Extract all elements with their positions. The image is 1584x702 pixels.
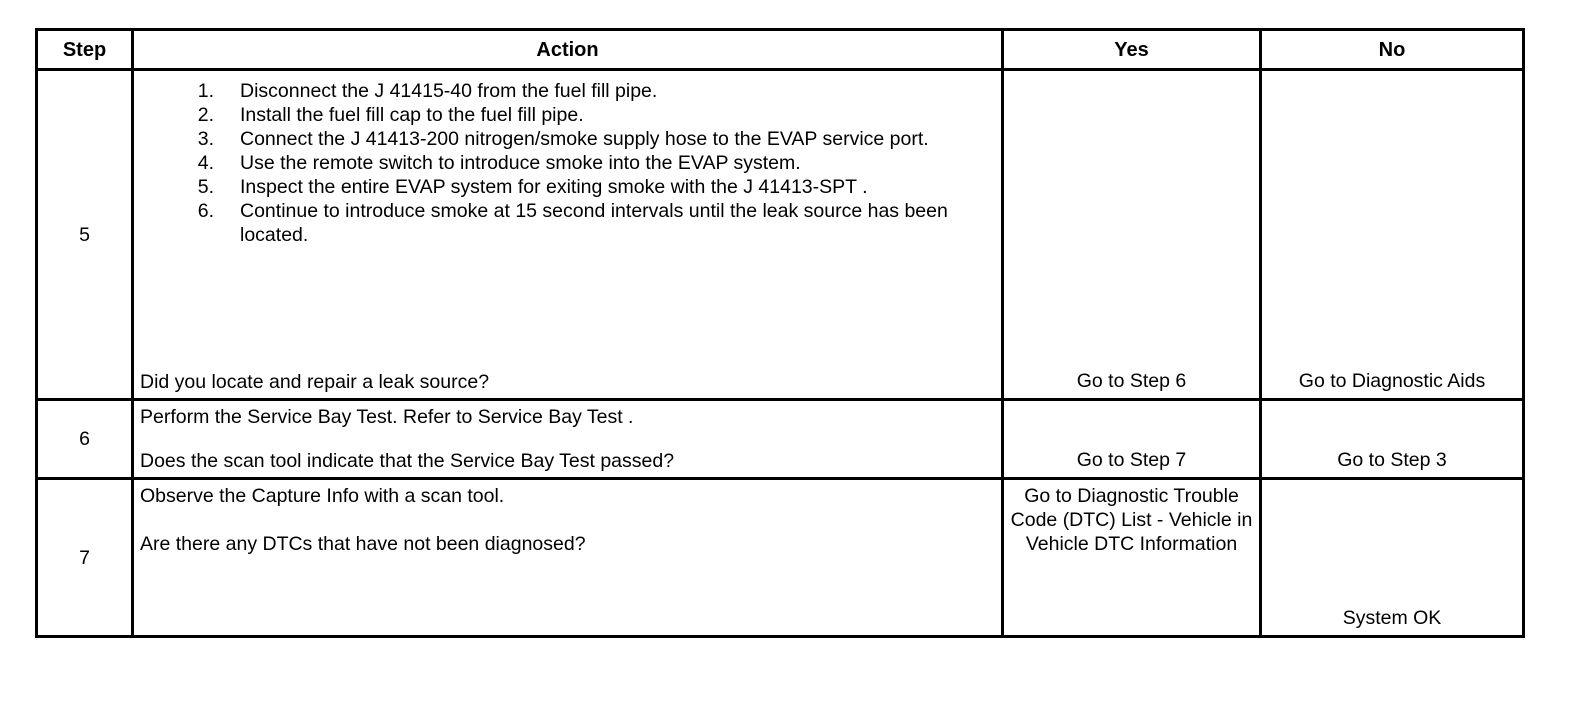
instruction-item: 1. Disconnect the J 41415-40 from the fuel fill pipe. xyxy=(197,80,658,102)
step-number: 6 xyxy=(37,400,133,479)
no-result: Go to Diagnostic Aids xyxy=(1261,70,1524,400)
step-number: 5 xyxy=(37,70,133,400)
no-result: System OK xyxy=(1261,479,1524,637)
table-row-step-6 xyxy=(37,400,1524,479)
instruction-item: 3. Connect the J 41413-200 nitrogen/smoke supply hose to the EVAP service port. xyxy=(197,128,929,150)
yes-result: Go to Step 6 xyxy=(1003,70,1261,400)
instruction-item: 6. Continue to introduce smoke at 15 second intervals until the leak source has been located. xyxy=(197,200,948,246)
diagnostic-table xyxy=(35,28,1525,638)
header-no: No xyxy=(1261,30,1524,70)
action-cell xyxy=(133,400,1003,479)
yes-result: Go to Diagnostic Trouble Code (DTC) List - Vehicle in Vehicle DTC Information xyxy=(1003,479,1261,637)
step-number: 7 xyxy=(37,479,133,637)
instruction-item: 5. Inspect the entire EVAP system for exiting smoke with the J 41413-SPT . xyxy=(197,176,868,198)
instruction-text: Observe the Capture Info with a scan tool. xyxy=(140,485,505,507)
header-yes: Yes xyxy=(1003,30,1261,70)
action-cell xyxy=(133,479,1003,637)
question-text: Are there any DTCs that have not been diagnosed? xyxy=(140,533,586,555)
instruction-list xyxy=(140,79,995,247)
instruction-text: Perform the Service Bay Test. Refer to Service Bay Test . xyxy=(140,406,634,428)
no-result: Go to Step 3 xyxy=(1261,400,1524,479)
header-action: Action xyxy=(133,30,1003,70)
action-cell xyxy=(133,70,1003,400)
table-row-step-7 xyxy=(37,479,1524,637)
table-row-step-5 xyxy=(37,70,1524,400)
instruction-item: 2. Install the fuel fill cap to the fuel fill pipe. xyxy=(197,104,584,126)
question-text: Does the scan tool indicate that the Service Bay Test passed? xyxy=(140,450,675,472)
yes-result: Go to Step 7 xyxy=(1003,400,1261,479)
table-header-row xyxy=(37,30,1524,70)
question-text: Did you locate and repair a leak source? xyxy=(140,371,490,393)
instruction-item: 4. Use the remote switch to introduce smoke into the EVAP system. xyxy=(197,152,801,174)
header-step: Step xyxy=(37,30,133,70)
